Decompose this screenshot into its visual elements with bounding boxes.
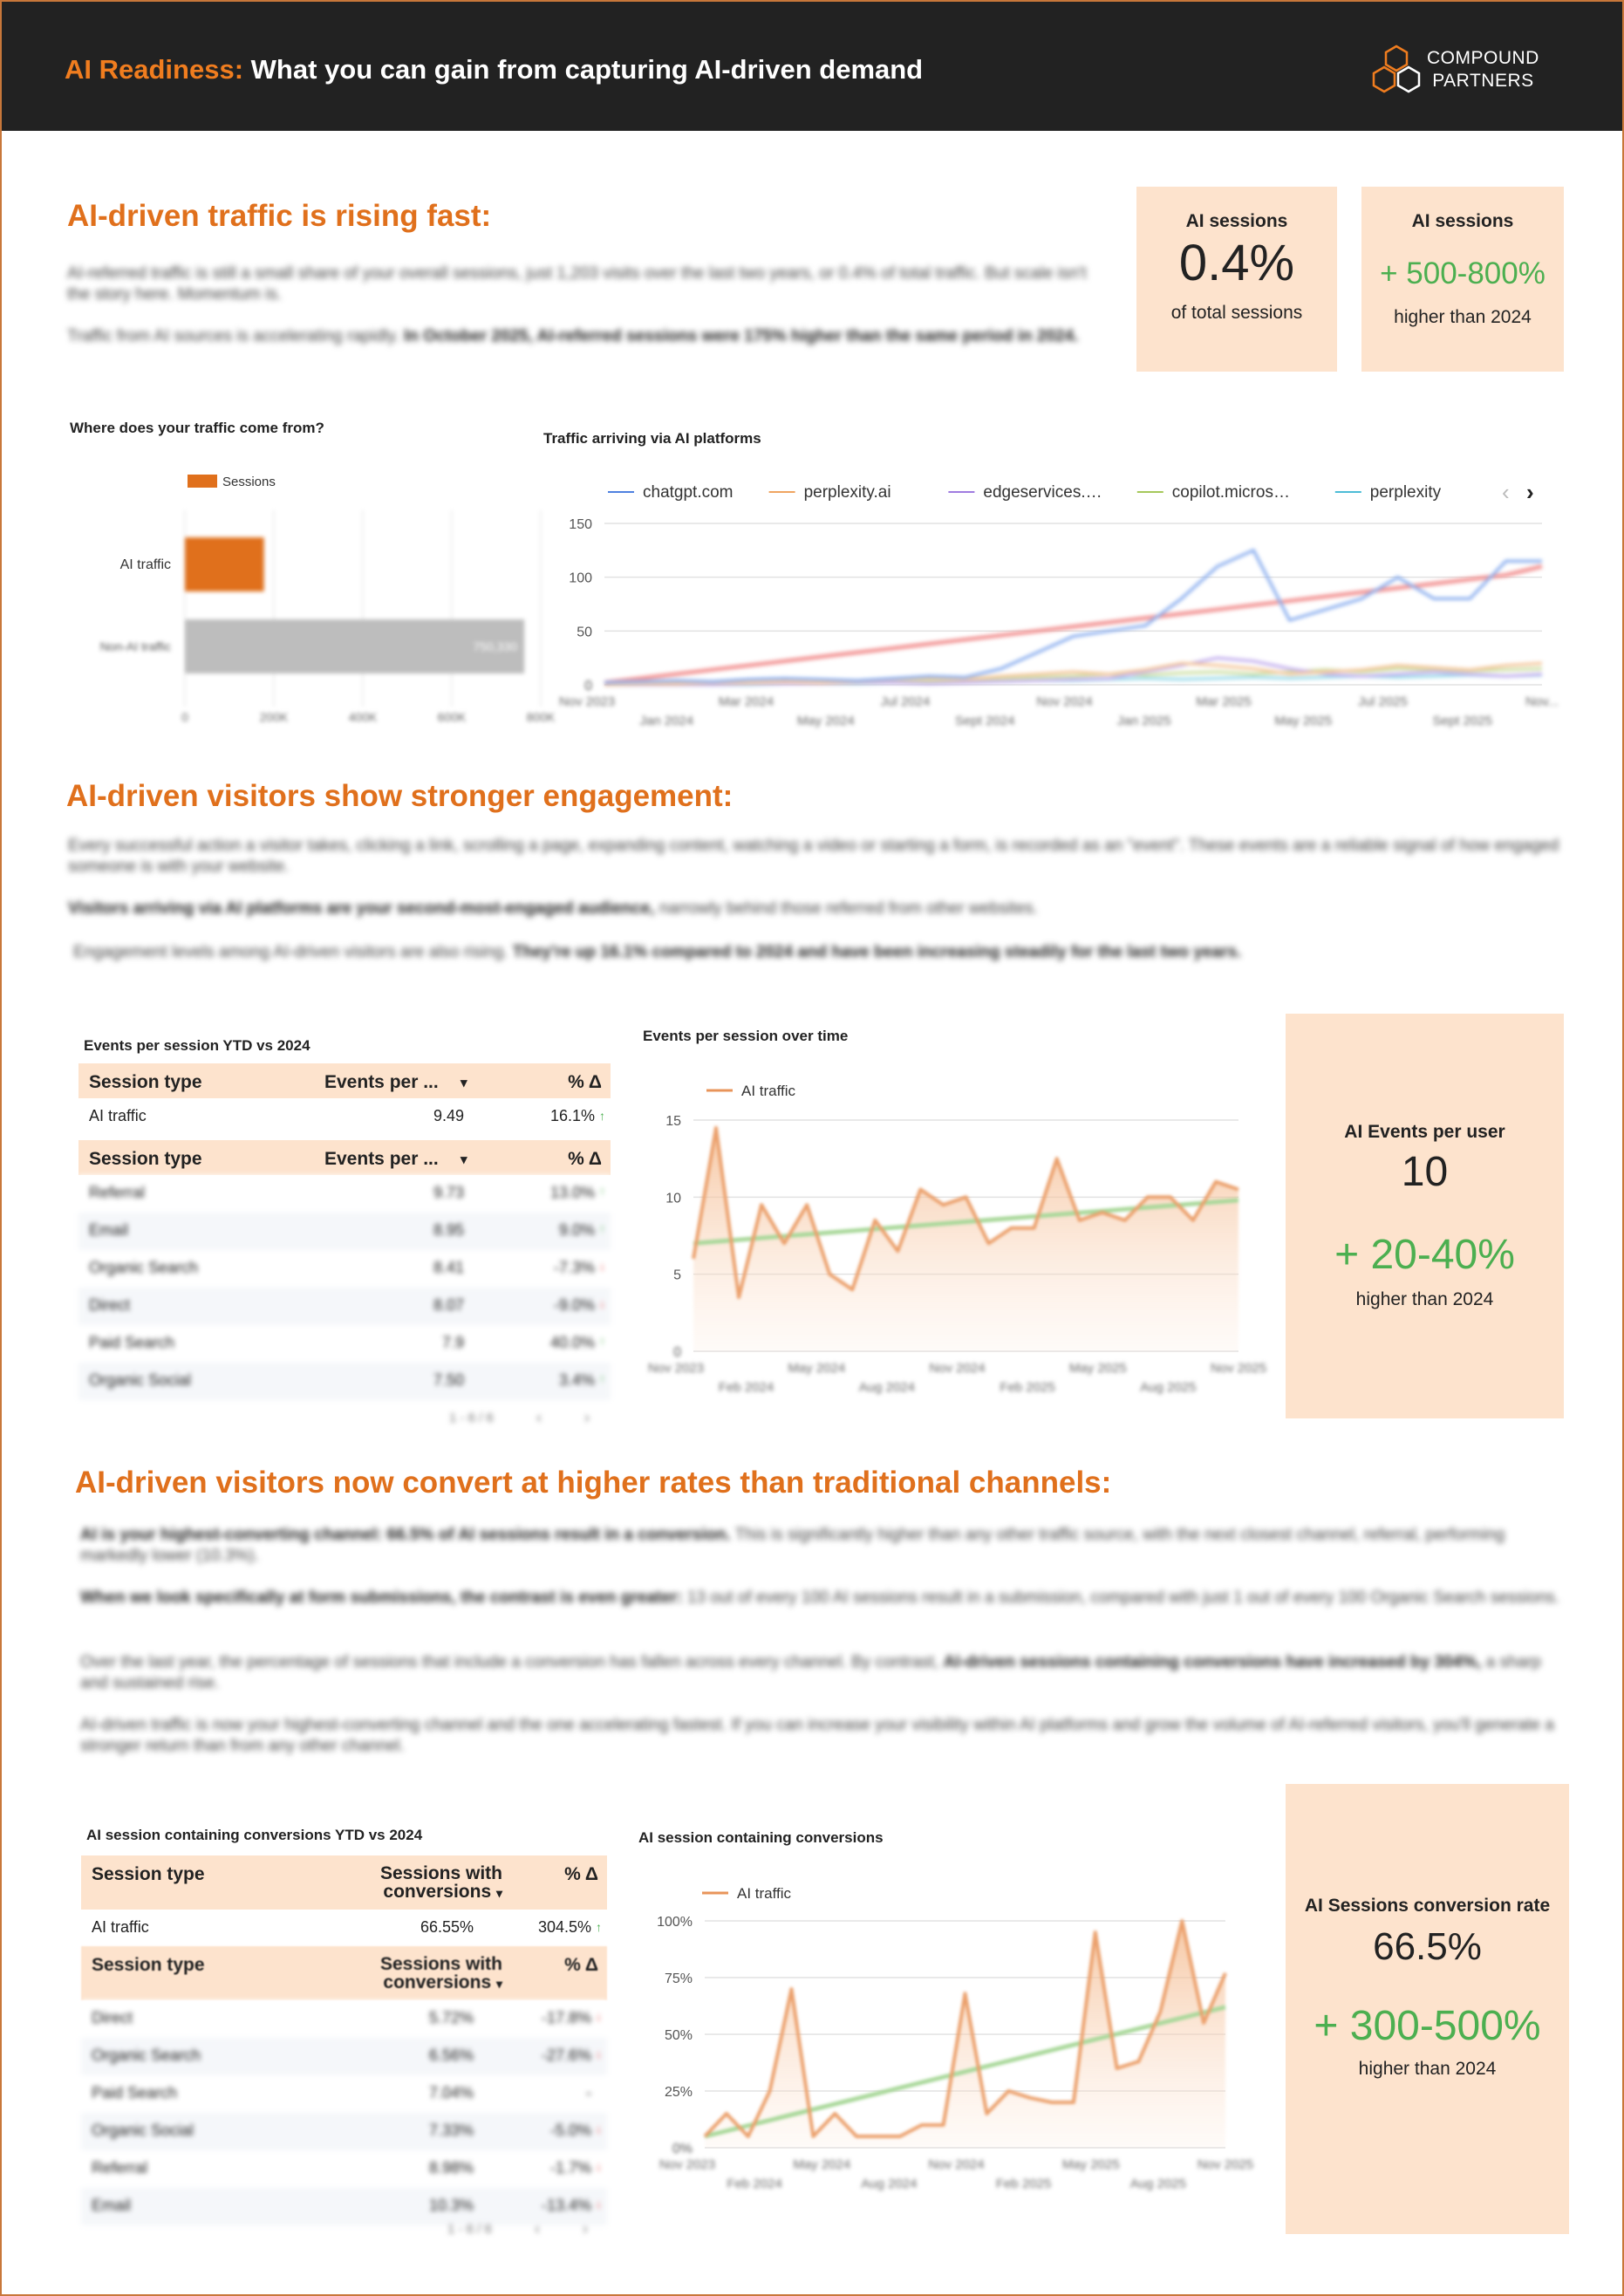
row-metric: 8.41	[433, 1259, 464, 1276]
conversions-over-time-title: AI session containing conversions	[638, 1829, 884, 1846]
x-tick-label: 200K	[259, 710, 289, 724]
series-line-chatgpt-com	[604, 550, 1542, 683]
row-type: Paid Search	[92, 2084, 178, 2101]
row-type: Paid Search	[89, 1334, 175, 1351]
sort-down-icon[interactable]: ▾	[495, 1977, 502, 1991]
x-tick-label: May 2024	[796, 714, 855, 728]
y-tick-label: 10	[665, 1191, 681, 1206]
kpi-conversion-rate	[1286, 1784, 1569, 2234]
up-arrow-icon: ↑	[599, 1109, 605, 1123]
table-row	[78, 1213, 611, 1250]
legend-label: perplexity.ai	[803, 483, 891, 502]
table-row	[81, 2038, 607, 2075]
row-metric: 10.3%	[428, 2197, 474, 2214]
table-row	[78, 1250, 611, 1288]
section3-paragraph-2	[80, 1588, 1563, 1609]
x-tick-label: May 2025	[1274, 714, 1333, 728]
col-metric-line1[interactable]: Sessions with	[379, 1954, 502, 1974]
chevron-right-icon: ›	[1526, 479, 1534, 505]
table-row	[81, 2188, 607, 2225]
row-delta: 13.0%	[549, 1184, 595, 1201]
x-tick-label: Aug 2025	[1140, 1380, 1197, 1395]
hexagon-logo-icon	[1369, 44, 1423, 96]
x-tick-label: Jul 2025	[1358, 694, 1408, 709]
section2-title: AI-driven visitors show stronger engagement:	[66, 779, 734, 813]
col-session-type[interactable]: Session type	[92, 1864, 205, 1884]
row-type: Referral	[92, 2159, 148, 2176]
kpi-label: AI Sessions conversion rate	[1304, 1896, 1551, 1916]
row-metric: 66.55%	[420, 1918, 474, 1936]
x-tick-label: Nov 2023	[647, 1361, 705, 1376]
conversions-table	[81, 1855, 607, 2248]
row-metric: 7.04%	[428, 2084, 474, 2101]
section3-para2-bold: When we look specifically at form submissions, the contrast is even greater:	[80, 1589, 683, 1607]
page-header	[0, 0, 1624, 131]
kpi-events-per-user	[1286, 1014, 1564, 1418]
ai-platforms-chart-title: Traffic arriving via AI platforms	[543, 430, 761, 447]
events-over-time-title: Events per session over time	[643, 1028, 849, 1044]
kpi-sub: higher than 2024	[1394, 307, 1532, 327]
y-tick-label: 50%	[664, 2028, 693, 2043]
bar-plot-area	[181, 510, 556, 724]
col-sessions-with-conversions[interactable]	[380, 1955, 502, 1993]
series-area	[604, 550, 1542, 685]
x-tick-label: Nov 2024	[1036, 694, 1093, 709]
col-metric-line2[interactable]: conversions	[383, 1882, 492, 1902]
section3-para2-plain: 13 out of every 100 AI sessions result in a submission, compared with just 1 out of every 100 Organic Search sessions.	[686, 1589, 1559, 1607]
x-tick-label: 400K	[348, 710, 378, 724]
chevron-left-icon: ‹	[1502, 479, 1510, 505]
x-tick-label: May 2025	[1061, 2157, 1120, 2172]
x-tick-label: Mar 2025	[1196, 694, 1252, 709]
ai-platforms-line-chart	[541, 471, 1570, 733]
y-tick-label: 100	[569, 571, 592, 586]
kpi-label: AI Events per user	[1344, 1122, 1505, 1142]
row-metric: 9.73	[433, 1184, 464, 1201]
table-pager[interactable]: 1 - 6 / 6	[449, 1411, 494, 1425]
x-tick-label: Aug 2024	[861, 2176, 918, 2191]
x-tick-label: May 2025	[1068, 1361, 1127, 1376]
row-type: Organic Search	[89, 1259, 199, 1276]
row-delta: -7.3%	[553, 1259, 595, 1276]
row-delta: 3.4%	[558, 1371, 595, 1389]
x-tick-label: Nov 2023	[658, 2157, 716, 2172]
col-delta[interactable]: % Δ	[564, 1864, 598, 1884]
section2-paragraph-1: Every successful action a visitor takes, clicking a link, scrolling a page, expanding content, watching a video or starting a form, is recorded as an "event". These events are a reliable signal of how engaged someone is with your website.	[68, 837, 1559, 876]
row-type: Referral	[89, 1184, 146, 1201]
sort-down-icon[interactable]: ▾	[495, 1886, 502, 1900]
row-delta: 304.5%	[537, 1918, 591, 1936]
row-type: Organic Search	[92, 2047, 201, 2064]
y-tick-label: 5	[673, 1268, 681, 1283]
table-row	[81, 2075, 607, 2113]
section3-paragraph-3	[80, 1652, 1563, 1694]
col-delta[interactable]: % Δ	[564, 1955, 598, 1975]
x-tick-label: Sept 2024	[955, 714, 1015, 728]
traffic-source-bar-chart	[70, 462, 558, 733]
section3-para1-bold: AI is your highest-converting channel: 66.5% of AI sessions result in a conversion.	[80, 1526, 731, 1544]
table-row	[81, 2150, 607, 2188]
kpi-sub: higher than 2024	[1355, 1289, 1494, 1309]
legend-label: chatgpt.com	[643, 483, 734, 502]
table-header[interactable]	[81, 1855, 607, 1910]
events-table-title: Events per session YTD vs 2024	[84, 1037, 310, 1054]
row-delta: 40.0%	[549, 1334, 595, 1351]
row-delta: -1.7%	[549, 2159, 591, 2176]
title-accent: AI Readiness:	[65, 54, 244, 85]
table-row	[81, 2000, 607, 2038]
down-arrow-icon: ↓	[596, 2197, 602, 2211]
chevron-right-icon[interactable]: ›	[584, 1409, 590, 1426]
row-delta: -13.4%	[541, 2197, 591, 2214]
y-tick-label: 25%	[664, 2085, 693, 2100]
x-tick-label: Nov 2024	[928, 2157, 985, 2172]
kpi-growth: + 500-800%	[1380, 256, 1546, 290]
chevron-left-icon[interactable]: ‹	[535, 2220, 540, 2238]
x-axis-labels	[559, 694, 1559, 728]
section3-para3-bold: AI-driven sessions containing conversions have increased by 304%,	[943, 1653, 1482, 1671]
sort-down-icon[interactable]: ▾	[461, 1152, 467, 1167]
kpi-ai-sessions-growth	[1361, 187, 1564, 372]
row-metric: 7.9	[441, 1334, 464, 1351]
title-rest: What you can gain from capturing AI-driven demand	[250, 54, 924, 85]
x-tick-label: Nov...	[1525, 694, 1559, 709]
y-tick-label: 0	[673, 1345, 681, 1360]
x-tick-label: Jan 2025	[1116, 714, 1171, 728]
col-session-type[interactable]: Session type	[89, 1149, 202, 1169]
table-row-ai-traffic	[81, 1910, 607, 1944]
compound-partners-logo	[1369, 44, 1570, 96]
table-row	[78, 1175, 611, 1213]
x-tick-label: Nov 2025	[1197, 2157, 1254, 2172]
y-tick-label: 15	[665, 1114, 681, 1129]
events-per-session-table	[78, 1063, 611, 1438]
x-tick-label: May 2024	[793, 2157, 851, 2172]
row-type: Email	[89, 1221, 129, 1239]
row-type: Direct	[92, 2009, 133, 2026]
page-title	[65, 54, 923, 85]
col-metric-line1[interactable]: Sessions with	[379, 1863, 502, 1883]
x-tick-label: Feb 2025	[1000, 1380, 1055, 1395]
legend-label: edgeservices.…	[983, 483, 1102, 502]
logo-text	[1427, 47, 1539, 92]
row-delta: -9.0%	[553, 1296, 595, 1314]
category-label-non-ai: Non-AI traffic	[99, 639, 171, 653]
x-tick-label: Feb 2024	[718, 1380, 774, 1395]
section2-paragraph-3	[73, 942, 1565, 963]
table-row	[78, 1325, 611, 1363]
col-events-per-session[interactable]: Events per ...	[324, 1072, 439, 1092]
down-arrow-icon: ↓	[596, 2122, 602, 2135]
kpi-label: AI sessions	[1411, 211, 1514, 231]
col-metric-line2[interactable]: conversions	[383, 1972, 492, 1992]
x-tick-label: May 2024	[788, 1361, 846, 1376]
kpi-growth: + 300-500%	[1314, 2003, 1541, 2049]
section3-title: AI-driven visitors now convert at higher rates than traditional channels:	[75, 1466, 1112, 1500]
table-pager[interactable]: 1 - 6 / 6	[447, 2222, 492, 2237]
up-arrow-icon: ↑	[599, 1221, 605, 1235]
x-axis-labels	[648, 1361, 1266, 1395]
x-tick-label: Nov 2025	[1210, 1361, 1267, 1376]
section3-paragraph-4: AI-driven traffic is now your highest-converting channel and the one accelerating fastest. If you can increase your visibility within AI platforms and grow the volume of AI-referred visitors, you'll generate a stronger return than from any other channel.	[80, 1716, 1554, 1755]
row-delta: -17.8%	[541, 2009, 591, 2026]
x-tick-label: 600K	[437, 710, 467, 724]
logo-line-2: PARTNERS	[1432, 71, 1534, 91]
row-delta: -	[586, 2084, 591, 2101]
sort-down-icon[interactable]: ▾	[461, 1076, 467, 1090]
table-header[interactable]	[78, 1063, 611, 1098]
conversions-over-time-chart	[641, 1867, 1282, 2198]
col-delta[interactable]: % Δ	[568, 1149, 602, 1169]
x-tick-label: Mar 2024	[718, 694, 774, 709]
chevron-right-icon[interactable]: ›	[583, 2220, 588, 2238]
x-tick-label: Nov 2023	[558, 694, 616, 709]
kpi-sub: of total sessions	[1170, 303, 1303, 323]
kpi-value: 10	[1401, 1149, 1449, 1195]
section2-paragraph-2	[68, 899, 1559, 919]
col-sessions-with-conversions[interactable]	[380, 1864, 502, 1903]
row-type: Organic Social	[92, 2122, 194, 2139]
row-metric: 7.33%	[428, 2122, 474, 2139]
area-fill	[693, 1128, 1238, 1351]
x-tick-label: 800K	[526, 710, 556, 724]
down-arrow-icon: ↓	[596, 2159, 602, 2173]
col-session-type[interactable]: Session type	[92, 1955, 205, 1975]
row-delta: 16.1%	[549, 1107, 595, 1124]
events-over-time-chart	[641, 1064, 1282, 1395]
x-tick-label: Nov 2024	[929, 1361, 986, 1376]
row-delta: -27.6%	[541, 2047, 591, 2064]
section2-para3-bold: They're up 16.1% compared to 2024 and have been increasing steadily for the last two years.	[512, 943, 1242, 961]
legend-label: AI traffic	[737, 1885, 792, 1902]
row-metric: 8.07	[433, 1296, 464, 1314]
legend-label: Sessions	[222, 475, 276, 489]
kpi-label: AI sessions	[1185, 211, 1288, 231]
row-type: AI traffic	[92, 1918, 149, 1936]
section3-para3-end: a sharp and sustained rise.	[80, 1653, 1541, 1692]
x-tick-label: Jul 2024	[880, 694, 931, 709]
row-metric: 6.56%	[428, 2047, 474, 2064]
up-arrow-icon: ↑	[599, 1371, 605, 1385]
y-tick-label: 100%	[657, 1915, 693, 1930]
col-events-per-session[interactable]: Events per ...	[324, 1149, 439, 1169]
up-arrow-icon: ↑	[599, 1184, 605, 1198]
series-area	[693, 1128, 1238, 1351]
kpi-growth: + 20-40%	[1334, 1232, 1515, 1278]
chevron-left-icon[interactable]: ‹	[536, 1409, 542, 1426]
logo-line-1: COMPOUND	[1427, 48, 1539, 68]
section1-para2-bold: In October 2025, AI-referred sessions were 175% higher than the same period in 2024.	[404, 327, 1079, 345]
legend-label: AI traffic	[741, 1083, 796, 1099]
row-type: Organic Social	[89, 1371, 192, 1389]
table-row	[78, 1363, 611, 1400]
up-arrow-icon: ↑	[596, 1920, 602, 1934]
table-row	[78, 1288, 611, 1325]
section3-para1-plain: This is significantly higher than any other traffic source, with the next closest channel, referral, performing markedly lower (10.3%).	[80, 1526, 1505, 1565]
traffic-source-chart-title: Where does your traffic come from?	[70, 420, 324, 436]
section3-para3-plain: Over the last year, the percentage of sessions that include a conversion has fallen across every channel. By contrast,	[80, 1653, 939, 1671]
down-arrow-icon: ↓	[599, 1259, 605, 1273]
x-tick-label: Sept 2025	[1432, 714, 1492, 728]
row-metric: 7.50	[433, 1371, 464, 1389]
x-tick-label: 0	[181, 710, 188, 724]
kpi-sub: higher than 2024	[1358, 2059, 1497, 2079]
section1-title: AI-driven traffic is rising fast:	[67, 199, 492, 233]
y-tick-label: 50	[577, 625, 592, 640]
kpi-value: 66.5%	[1373, 1925, 1482, 1968]
section3-paragraph-1	[80, 1525, 1563, 1567]
kpi-ai-sessions-share	[1136, 187, 1337, 372]
conversions-table-title: AI session containing conversions YTD vs 2024	[86, 1827, 423, 1843]
col-delta[interactable]: % Δ	[568, 1072, 602, 1092]
section2-para3-plain: Engagement levels among AI-driven visitors are also rising.	[73, 943, 508, 961]
row-metric: 9.49	[433, 1107, 464, 1124]
bar-value-label: 750,330	[473, 639, 518, 653]
table-row-ai-traffic	[78, 1098, 611, 1133]
bar-value-label: 1,777	[204, 557, 235, 571]
legend-label: copilot.micros…	[1171, 483, 1290, 502]
row-type: AI traffic	[89, 1107, 147, 1124]
down-arrow-icon: ↓	[596, 2047, 602, 2060]
legend-swatch	[188, 475, 217, 488]
y-tick-label: 0	[584, 679, 592, 694]
col-session-type[interactable]: Session type	[89, 1072, 202, 1092]
up-arrow-icon: ↑	[599, 1334, 605, 1348]
x-tick-label: Jan 2024	[639, 714, 694, 728]
row-type: Direct	[89, 1296, 131, 1314]
row-delta: -5.0%	[549, 2122, 591, 2139]
section2-para2-bold: Visitors arriving via AI platforms are your second-most-engaged audience,	[68, 899, 655, 918]
y-tick-label: 75%	[664, 1971, 693, 1986]
section1-paragraph-2	[67, 326, 1088, 347]
row-metric: 5.72%	[428, 2009, 474, 2026]
table-subheader[interactable]	[81, 1946, 607, 2000]
category-label-ai: AI traffic	[119, 557, 171, 572]
x-tick-label: Aug 2025	[1129, 2176, 1186, 2191]
section2-para2-plain: narrowly behind those referred from other websites.	[658, 899, 1038, 918]
down-arrow-icon: ↓	[599, 1296, 605, 1310]
x-tick-label: Feb 2025	[995, 2176, 1052, 2191]
row-metric: 8.98%	[428, 2159, 474, 2176]
kpi-value: 0.4%	[1178, 235, 1295, 291]
x-tick-label: Aug 2024	[858, 1380, 915, 1395]
table-row	[81, 2113, 607, 2150]
row-metric: 8.95	[433, 1221, 464, 1239]
down-arrow-icon: ↓	[596, 2009, 602, 2023]
y-tick-label: 150	[569, 517, 592, 532]
table-subheader[interactable]	[78, 1140, 611, 1175]
x-axis-labels	[659, 2157, 1253, 2191]
y-tick-label: 0%	[672, 2142, 693, 2156]
legend-label: perplexity	[1369, 483, 1442, 502]
row-delta: 9.0%	[558, 1221, 595, 1239]
x-tick-label: Feb 2024	[727, 2176, 782, 2191]
section1-paragraph-1: AI-referred traffic is still a small share of your overall sessions, just 1,203 visits over the last two years, or 0.4% of total traffic. But scale isn't the story here. Momentum is.	[67, 264, 1087, 304]
section1-para2-plain: Traffic from AI sources is accelerating rapidly.	[67, 327, 399, 345]
row-type: Email	[92, 2197, 132, 2214]
